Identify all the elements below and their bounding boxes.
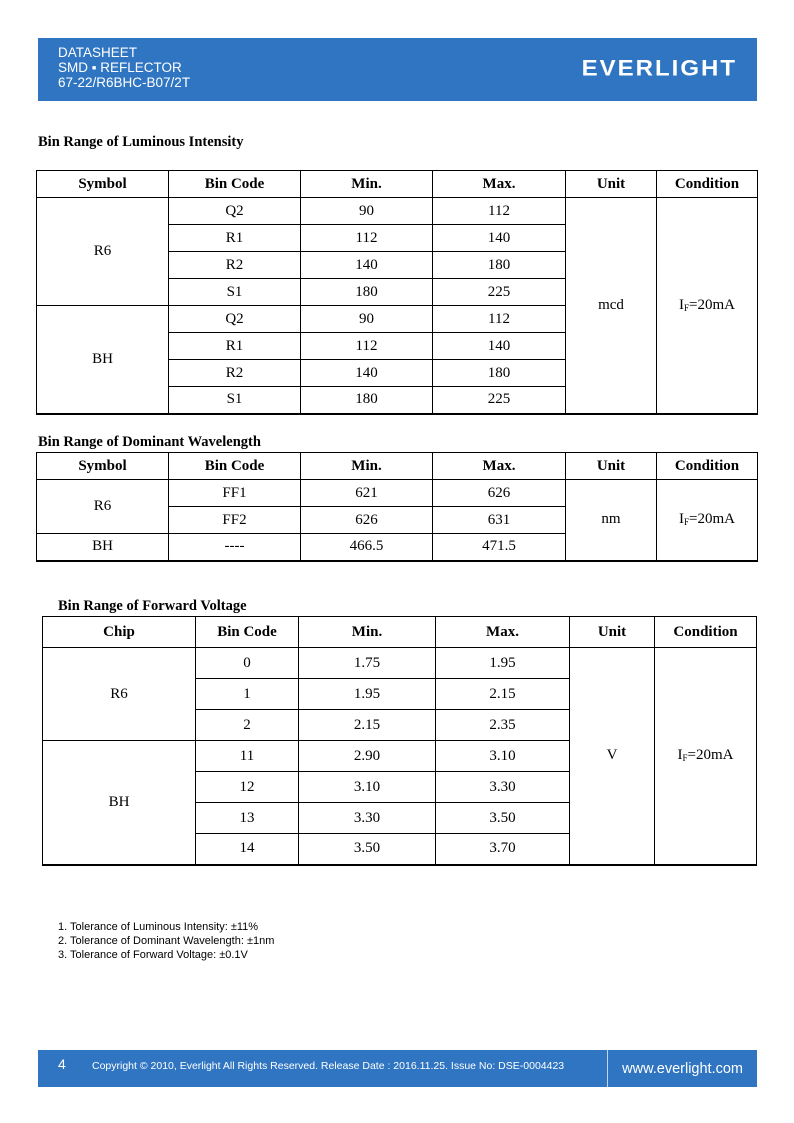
- bin-cell: 2: [196, 710, 299, 741]
- bin-cell: Q2: [169, 306, 301, 333]
- bin-cell: 13: [196, 803, 299, 834]
- min-cell: 112: [301, 333, 433, 360]
- everlight-logo: EVERLIGHT: [581, 56, 737, 81]
- note-item: 1. Tolerance of Luminous Intensity: ±11%: [58, 921, 259, 933]
- condition-value: =20mA: [689, 511, 735, 528]
- bin-cell: Q2: [169, 198, 301, 225]
- symbol-cell: BH: [37, 534, 169, 561]
- part-number: 67-22/R6BHC-B07/2T: [58, 75, 191, 90]
- max-cell: 3.30: [436, 772, 570, 803]
- bin-cell: ----: [169, 534, 301, 561]
- chip-cell: R6: [43, 648, 196, 741]
- col-header: Condition: [657, 171, 758, 198]
- wavelength-table: [36, 452, 758, 562]
- min-cell: 112: [301, 225, 433, 252]
- condition-sub: F: [684, 517, 690, 528]
- luminous-table: [36, 170, 758, 415]
- max-cell: 3.70: [436, 834, 570, 865]
- min-cell: 3.30: [299, 803, 436, 834]
- col-header: Bin Code: [196, 617, 299, 648]
- website-link[interactable]: www.everlight.com: [622, 1061, 743, 1077]
- copyright-text: Copyright © 2010, Everlight All Rights Reserved. Release Date : 2016.11.25. Issue No: DSE-0004423: [92, 1060, 565, 1072]
- page-header: [38, 38, 757, 101]
- max-cell: 2.15: [436, 679, 570, 710]
- min-cell: 621: [301, 480, 433, 507]
- bin-cell: S1: [169, 387, 301, 414]
- min-cell: 180: [301, 387, 433, 414]
- bin-cell: FF2: [169, 507, 301, 534]
- footer-divider: [607, 1050, 608, 1087]
- col-header: Max.: [436, 617, 570, 648]
- col-header: Max.: [433, 453, 566, 480]
- symbol-cell: R6: [37, 480, 169, 534]
- min-cell: 140: [301, 252, 433, 279]
- max-cell: 225: [433, 279, 566, 306]
- bin-cell: FF1: [169, 480, 301, 507]
- max-cell: 626: [433, 480, 566, 507]
- table-header-row: [37, 171, 758, 198]
- col-header: Bin Code: [169, 453, 301, 480]
- unit-cell: mcd: [566, 198, 657, 414]
- min-cell: 180: [301, 279, 433, 306]
- col-header: Symbol: [37, 171, 169, 198]
- col-header: Unit: [570, 617, 655, 648]
- header-text: [58, 45, 190, 90]
- bin-cell: 1: [196, 679, 299, 710]
- condition-cell: [657, 480, 758, 561]
- max-cell: 3.50: [436, 803, 570, 834]
- col-header: Condition: [657, 453, 758, 480]
- condition-value: =20mA: [687, 747, 734, 764]
- bin-cell: 0: [196, 648, 299, 679]
- col-header: Condition: [655, 617, 757, 648]
- col-header: Min.: [299, 617, 436, 648]
- max-cell: 180: [433, 252, 566, 279]
- voltage-table: [42, 616, 757, 866]
- table-row: [37, 480, 758, 507]
- col-header: Symbol: [37, 453, 169, 480]
- min-cell: 2.15: [299, 710, 436, 741]
- max-cell: 2.35: [436, 710, 570, 741]
- col-header: Chip: [43, 617, 196, 648]
- col-header: Unit: [566, 453, 657, 480]
- max-cell: 112: [433, 198, 566, 225]
- min-cell: 2.90: [299, 741, 436, 772]
- page-footer: [38, 1050, 757, 1087]
- col-header: Max.: [433, 171, 566, 198]
- condition-sub: F: [682, 753, 688, 764]
- condition-i: I: [677, 747, 683, 764]
- max-cell: 140: [433, 225, 566, 252]
- bin-cell: 12: [196, 772, 299, 803]
- table-header-row: [43, 617, 757, 648]
- col-header: Min.: [301, 453, 433, 480]
- voltage-title: Bin Range of Forward Voltage: [58, 598, 247, 614]
- bin-cell: R2: [169, 360, 301, 387]
- product-category: SMD ▪ REFLECTOR: [58, 60, 182, 75]
- bin-cell: 14: [196, 834, 299, 865]
- unit-cell: nm: [566, 480, 657, 561]
- condition-value: =20mA: [689, 296, 735, 313]
- bin-cell: R1: [169, 333, 301, 360]
- max-cell: 1.95: [436, 648, 570, 679]
- condition-i: I: [679, 296, 684, 313]
- condition-cell: [657, 198, 758, 414]
- bin-cell: R1: [169, 225, 301, 252]
- condition-i: I: [679, 511, 684, 528]
- max-cell: 112: [433, 306, 566, 333]
- tolerance-notes: [58, 920, 274, 962]
- condition-sub: F: [684, 302, 690, 313]
- symbol-cell: R6: [37, 198, 169, 306]
- min-cell: 90: [301, 198, 433, 225]
- min-cell: 90: [301, 306, 433, 333]
- min-cell: 626: [301, 507, 433, 534]
- min-cell: 3.50: [299, 834, 436, 865]
- max-cell: 471.5: [433, 534, 566, 561]
- min-cell: 1.95: [299, 679, 436, 710]
- note-item: 2. Tolerance of Dominant Wavelength: ±1nm: [58, 935, 275, 947]
- max-cell: 3.10: [436, 741, 570, 772]
- bin-cell: 11: [196, 741, 299, 772]
- col-header: Unit: [566, 171, 657, 198]
- min-cell: 466.5: [301, 534, 433, 561]
- chip-cell: BH: [43, 741, 196, 865]
- max-cell: 180: [433, 360, 566, 387]
- doc-type: DATASHEET: [58, 45, 138, 60]
- page-number: 4: [58, 1056, 66, 1072]
- max-cell: 140: [433, 333, 566, 360]
- unit-cell: V: [570, 648, 655, 865]
- note-item: 3. Tolerance of Forward Voltage: ±0.1V: [58, 949, 248, 961]
- table-header-row: [37, 453, 758, 480]
- table-row: [43, 648, 757, 679]
- bin-cell: R2: [169, 252, 301, 279]
- min-cell: 1.75: [299, 648, 436, 679]
- min-cell: 140: [301, 360, 433, 387]
- table-row: [37, 198, 758, 225]
- min-cell: 3.10: [299, 772, 436, 803]
- col-header: Bin Code: [169, 171, 301, 198]
- luminous-title: Bin Range of Luminous Intensity: [38, 134, 244, 150]
- col-header: Min.: [301, 171, 433, 198]
- wavelength-title: Bin Range of Dominant Wavelength: [38, 434, 261, 450]
- max-cell: 631: [433, 507, 566, 534]
- max-cell: 225: [433, 387, 566, 414]
- symbol-cell: BH: [37, 306, 169, 414]
- condition-cell: [655, 648, 757, 865]
- bin-cell: S1: [169, 279, 301, 306]
